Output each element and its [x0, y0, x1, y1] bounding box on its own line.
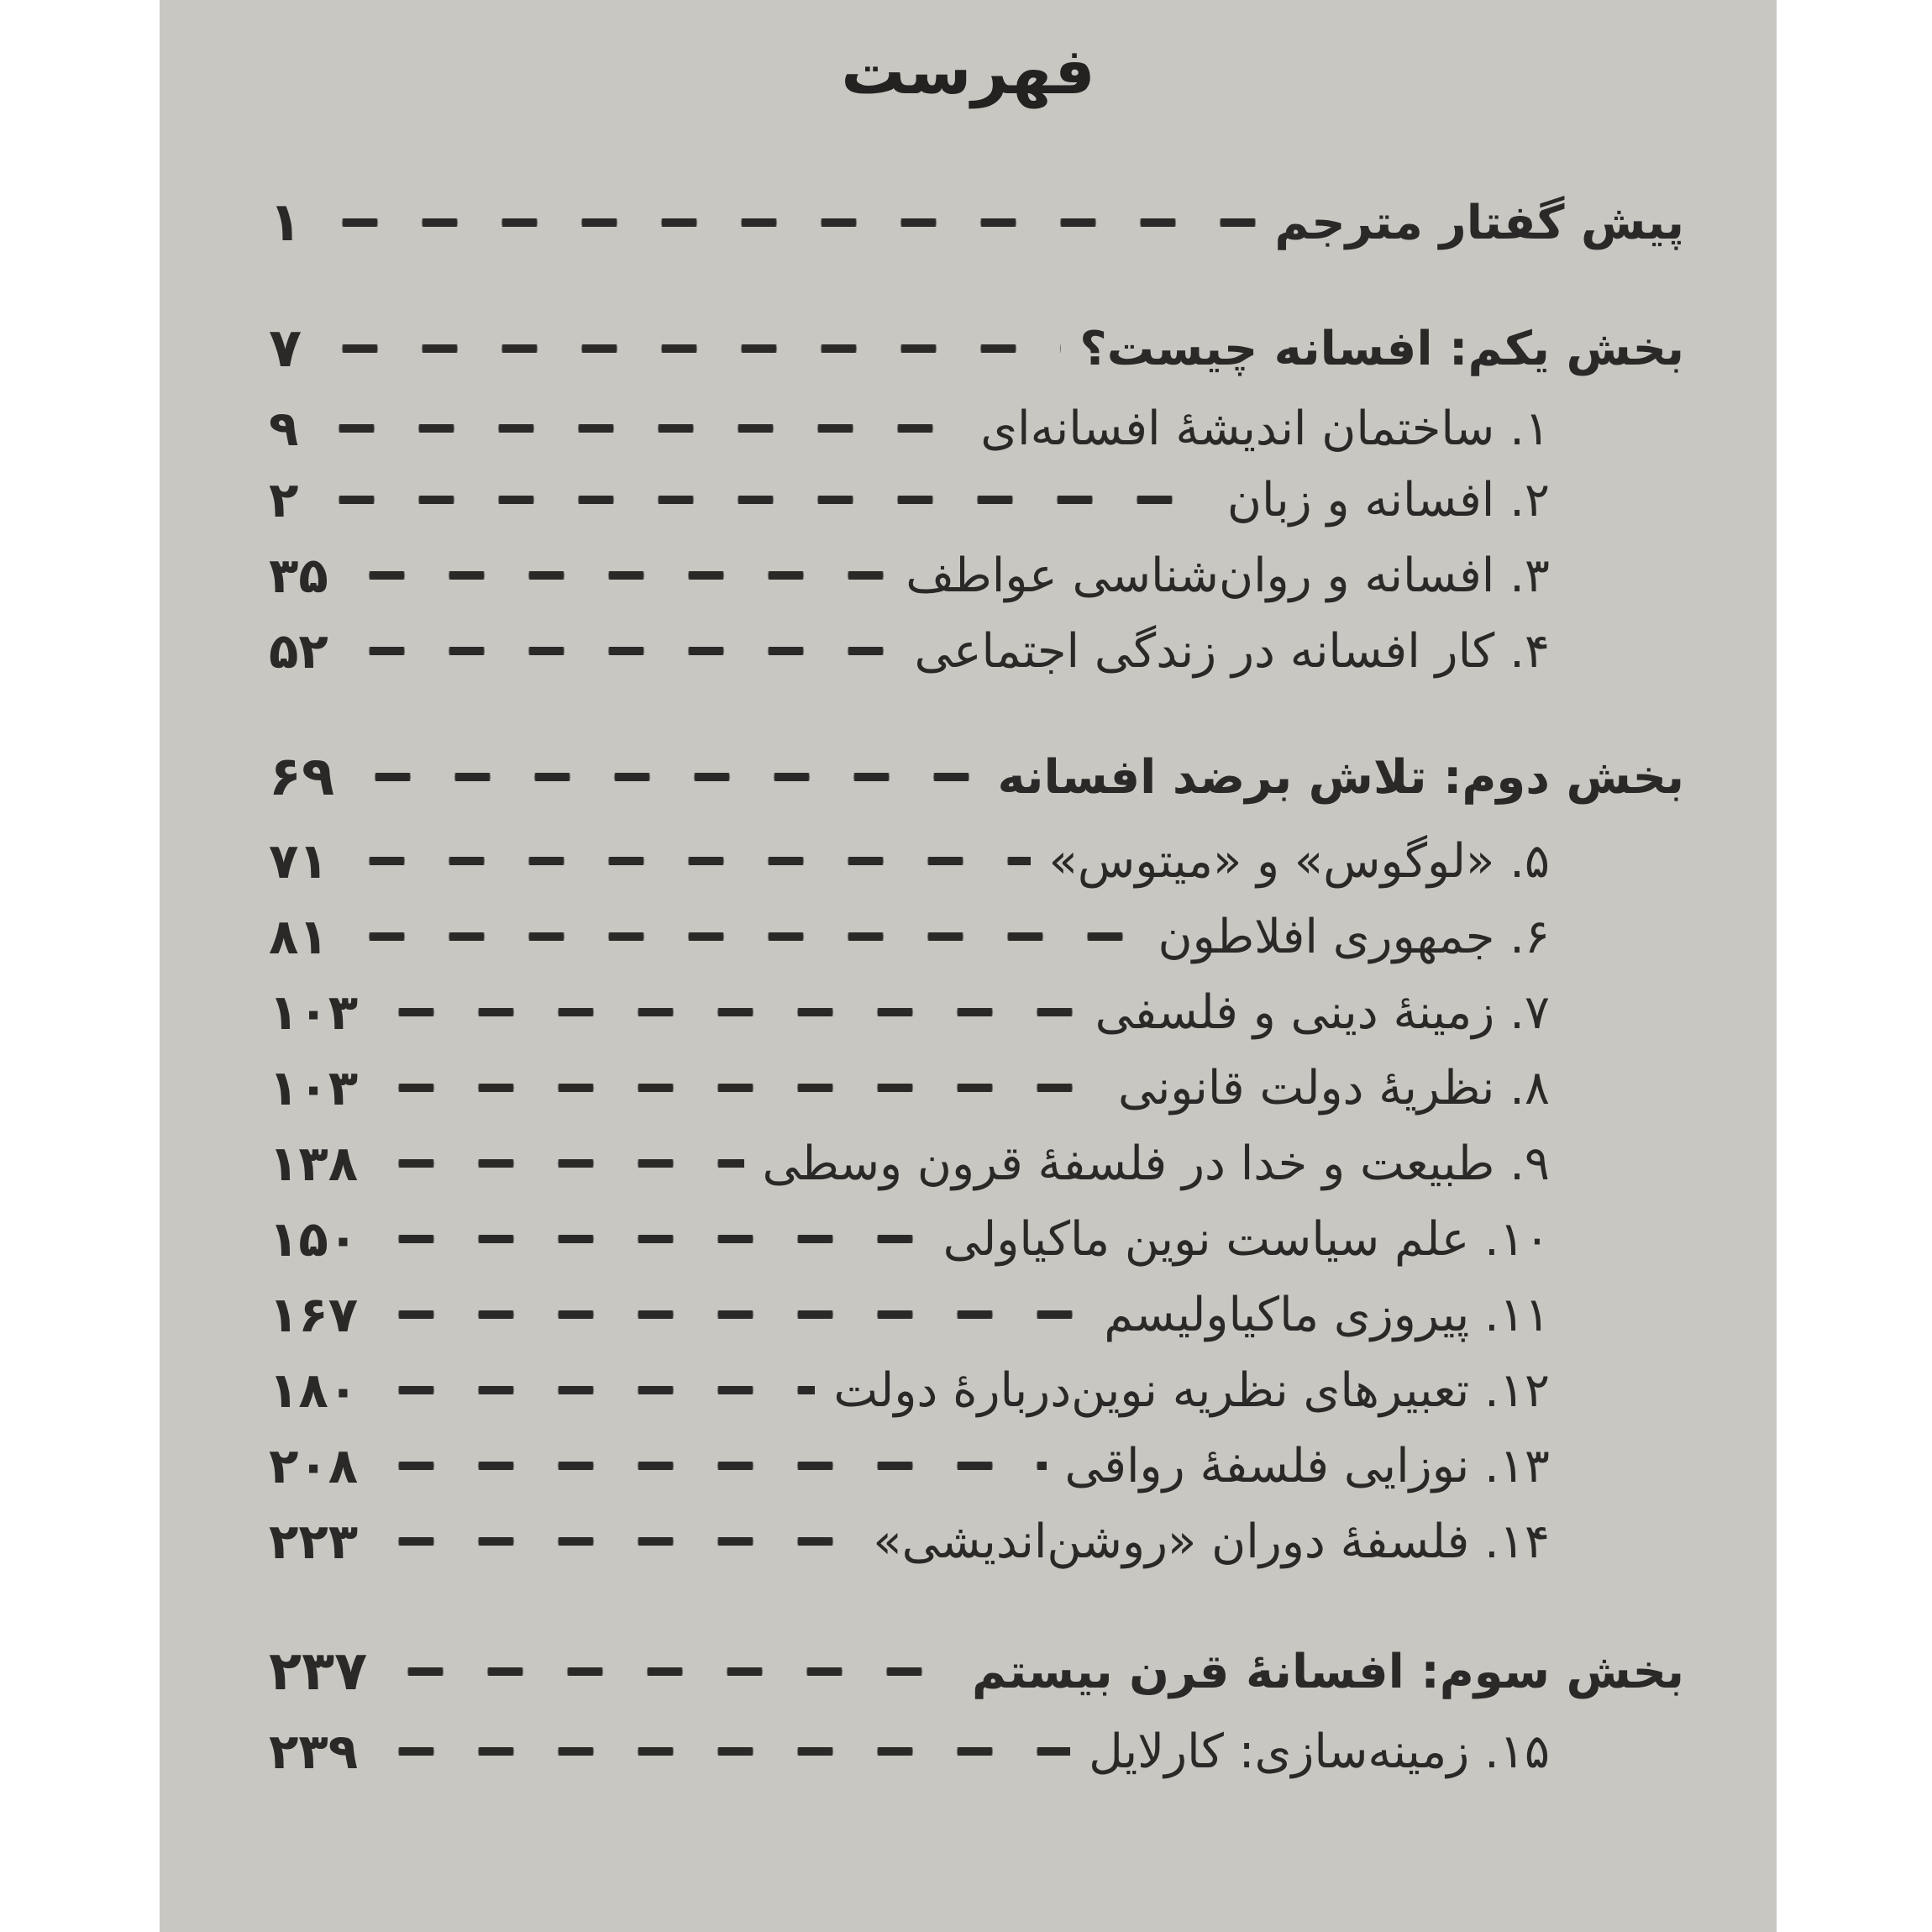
toc-page-number: ۹: [269, 400, 299, 457]
dot-leader: [376, 1084, 1100, 1092]
dot-leader: [386, 1667, 953, 1676]
toc-entry-label: ۵. «لوگوس» و «میتوس»: [1048, 833, 1550, 889]
toc-page-number: ۱۸۰: [269, 1362, 359, 1419]
toc-page-number: ۲۳۹: [269, 1723, 359, 1780]
dot-leader: [376, 1386, 815, 1394]
toc-section-3: [269, 1625, 1684, 1718]
dot-leader: [317, 424, 962, 433]
dot-leader: [376, 1159, 743, 1168]
page-title: فهرست: [841, 34, 1095, 108]
toc-page-number: ۲۲۳: [269, 1513, 359, 1570]
toc-entry-label: ۲. افسانه و زبان: [1226, 472, 1550, 528]
toc-section-2: [269, 731, 1684, 823]
toc-chapter-15: [269, 1705, 1550, 1798]
toc-chapter-4: [269, 605, 1550, 697]
dot-leader: [320, 344, 1061, 353]
dot-leader: [353, 773, 979, 781]
toc-page-number: ۶۹: [269, 746, 335, 808]
toc-entry-label: ۳. افسانه و روان‌شناسی عواطف: [906, 548, 1550, 603]
dot-leader: [376, 1537, 854, 1546]
dot-leader: [317, 496, 1208, 504]
toc-entry-label: ۱۴. فلسفهٔ دوران «روشن‌اندیشی»: [873, 1514, 1550, 1569]
toc-entry-label: ۷. زمینهٔ دینی و فلسفی: [1095, 984, 1550, 1040]
toc-section-1: [269, 302, 1684, 395]
toc-page-number: ۱۶۷: [269, 1286, 359, 1343]
toc-entry-label: ۴. کار افسانه در زندگی اجتماعی: [914, 623, 1550, 679]
toc-page-number: ۱۳۸: [269, 1135, 359, 1192]
toc-page-number: ۱۰۳: [269, 984, 359, 1041]
toc-page-number: ۲: [269, 471, 299, 528]
toc-page-number: ۵۲: [269, 622, 328, 680]
toc-page-number: ۳۵: [269, 547, 328, 604]
toc-entry-label: ۱. ساختمان اندیشهٔ افسانه‌ای: [980, 401, 1550, 456]
toc-page-number: ۱۵۰: [269, 1210, 359, 1268]
dot-leader: [347, 932, 1140, 941]
toc-page-number: ۷: [269, 318, 302, 380]
toc-page-number: ۲۰۸: [269, 1437, 359, 1494]
toc-page-number: ۸۱: [269, 908, 328, 965]
toc-entry-label: بخش یکم: افسانه چیست؟: [1079, 321, 1684, 376]
dot-leader: [376, 1462, 1046, 1470]
dot-leader: [376, 1310, 1085, 1319]
toc-entry-label: ۶. جمهوری افلاطون: [1158, 909, 1550, 964]
dot-leader: [347, 857, 1031, 865]
toc-entry-foreword: [269, 176, 1684, 269]
toc-page-number: ۱۰۳: [269, 1059, 359, 1116]
toc-entry-label: ۱۵. زمینه‌سازی: کارلایل: [1089, 1724, 1550, 1779]
toc-entry-label: ۱۲. تعبیرهای نظریه نوین‌دربارهٔ دولت: [833, 1362, 1550, 1418]
toc-page-number: ۱: [269, 192, 302, 254]
toc-entry-label: بخش سوم: افسانهٔ قرن بیستم: [972, 1644, 1684, 1699]
toc-entry-label: ۹. طبیعت و خدا در فلسفهٔ قرون وسطی: [762, 1136, 1550, 1191]
toc-page-number: ۲۳۷: [269, 1641, 368, 1703]
toc-entry-label: ۱۱. پیروزی ماکیاولیسم: [1104, 1287, 1550, 1342]
toc-entry-label: بخش دوم: تلاش برضد افسانه: [997, 749, 1684, 805]
dot-leader: [347, 647, 896, 655]
toc-entry-label: ۸. نظریهٔ دولت قانونی: [1118, 1060, 1550, 1116]
toc-entry-label: پیش گفتار مترجم: [1274, 195, 1684, 250]
dot-leader: [376, 1747, 1070, 1756]
dot-leader: [320, 218, 1256, 227]
toc-entry-label: ۱۳. نوزایی فلسفهٔ رواقی: [1064, 1438, 1550, 1494]
toc-chapter-14: [269, 1495, 1550, 1588]
toc-entry-label: ۱۰. علم سیاست نوین ماکیاولی: [942, 1211, 1550, 1267]
toc-page-number: ۷۱: [269, 832, 328, 890]
dot-leader: [376, 1235, 924, 1243]
dot-leader: [376, 1008, 1076, 1016]
dot-leader: [347, 571, 887, 580]
book-page: [160, 0, 1777, 1932]
